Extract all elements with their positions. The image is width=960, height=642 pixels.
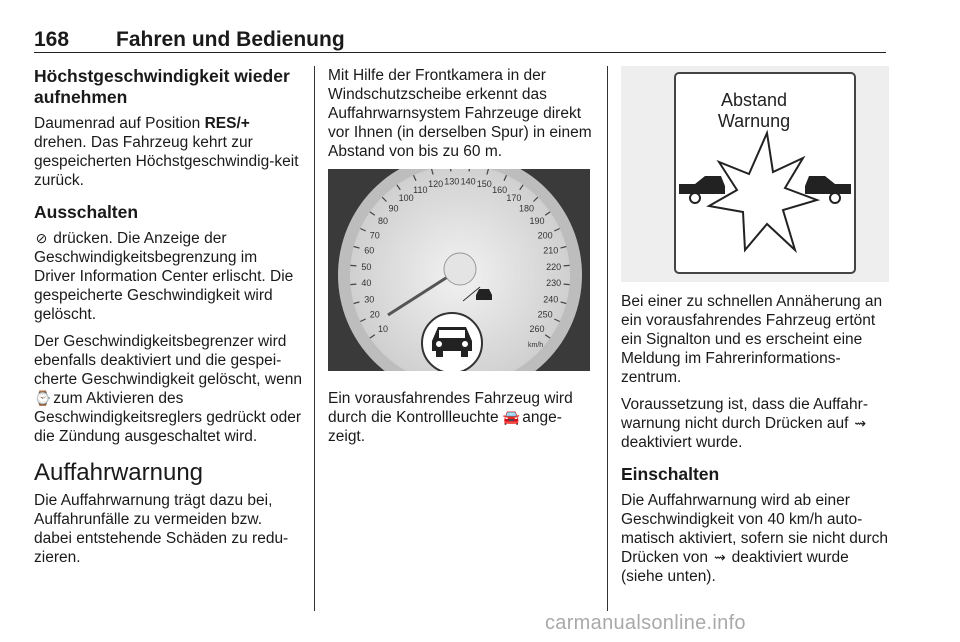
paragraph-intro: Die Auffahrwarnung trägt dazu bei, Auffahrunfälle zu vermeiden bzw. dabei entstehende Schäden zu redu-zieren. [34, 492, 289, 566]
gauge-tick-label: 50 [361, 261, 372, 272]
heading-on: Einschalten [621, 464, 720, 484]
speed-limiter-icon: ⊘ [35, 230, 48, 246]
gauge-tick-label: 70 [369, 230, 380, 241]
gauge-tick-label: 120 [428, 179, 444, 190]
gauge-tick-label: 40 [361, 278, 372, 289]
sign-line-2: Warnung [717, 111, 791, 131]
page-header [34, 26, 886, 53]
page-title: Fahren und Bedienung [116, 28, 345, 51]
gauge-tick-mark [350, 265, 356, 266]
heading-off: Ausschalten [34, 202, 139, 222]
gauge-tick-label: 100 [398, 193, 414, 203]
gauge-tick-label: 220 [546, 261, 562, 272]
gauge-unit: km/h [528, 342, 544, 349]
heading-resume: Höchstgeschwindigkeit wieder aufnehmen [34, 66, 290, 107]
vehicle-ahead-icon: 🚘 [502, 409, 521, 425]
sign-line-1: Abstand [720, 90, 788, 110]
text: Ein vorausfahrendes Fahrzeug wird durch die Kontrollleuchte [328, 390, 573, 426]
column-3-text [621, 292, 889, 594]
paragraph-limiter [34, 332, 302, 446]
text: Der Geschwindigkeitsbegrenzer wird ebenfalls deaktiviert und die gespei-cherte Geschwindigkeit gelöscht, wenn [34, 333, 302, 388]
gauge-tick-label: 200 [537, 230, 553, 241]
gauge-tick-mark [350, 284, 356, 285]
gauge-tick-label: 130 [444, 176, 460, 187]
paragraph-camera: Mit Hilfe der Frontkamera in der Windschutzscheibe erkennt das Auffahrwarnsystem Fahrzeuge direkt vor Ihnen (in derselben Spur) in einem Abstand von bis zu 60 m. [328, 67, 592, 160]
gauge-tick-label: 30 [364, 294, 375, 305]
gauge-tick-label: 190 [529, 216, 545, 227]
column-2 [328, 66, 594, 454]
page-number: 168 [34, 28, 70, 51]
gauge-tick-label: 260 [529, 323, 545, 334]
gauge-tick-label: 210 [543, 245, 559, 256]
gauge-tick-label: 180 [518, 203, 535, 214]
distance-warning-figure [621, 66, 889, 282]
gauge-tick-label: 230 [546, 278, 562, 289]
text: deaktiviert wurde (siehe unten). [621, 549, 849, 585]
gauge-tick-label: 160 [492, 184, 508, 195]
gauge-tick-label: 150 [476, 179, 492, 190]
gauge-hub [444, 253, 476, 285]
column-1 [34, 66, 302, 575]
gauge-tick-mark [564, 265, 570, 266]
gauge-tick-label: 170 [506, 193, 522, 203]
heading-main: Auffahrwarnung [34, 459, 204, 486]
car-ahead-icon-small [476, 289, 492, 300]
gauge-tick-label: 10 [377, 323, 389, 334]
column-divider-2 [607, 66, 608, 611]
gauge-tick-mark [564, 284, 570, 285]
gauge-tick-label: 250 [537, 309, 553, 320]
gauge-tick-label: 110 [413, 184, 428, 195]
gauge-tick-label: 90 [388, 203, 399, 214]
paragraph-indicator [328, 389, 594, 446]
text: Die Auffahrwarnung wird ab einer Geschwindigkeit von 40 km/h auto-matisch aktiviert, sofern sie nicht durch Drücken von [621, 492, 889, 566]
text: deaktiviert wurde. [621, 434, 743, 451]
text: zum Aktivieren des Geschwindigkeitsreglers gedrückt oder die Zündung ausgeschaltet wird. [34, 390, 302, 445]
watermark: carmanualsonline.info [545, 612, 746, 634]
gauge-tick-label: 60 [364, 245, 375, 256]
paragraph-condition [621, 395, 889, 452]
gauge-tick-label: 140 [460, 176, 476, 187]
column-divider-1 [314, 66, 315, 611]
text: ange-zeigt. [328, 409, 562, 445]
gauge-tick-label: 80 [377, 216, 389, 227]
gauge-tick-mark [469, 169, 470, 171]
paragraph-warning: Bei einer zu schnellen Annäherung an ein vorausfahrendes Fahrzeug ertönt ein Signalton und es erscheint eine Meldung im Fahrerinformations-zentrum. [621, 293, 883, 386]
res-label: RES/+ [204, 115, 250, 132]
car-left-wheel [690, 193, 700, 203]
text: drehen. Das Fahrzeug kehrt zur gespeicherten Höchstgeschwindig-keit zurück. [34, 134, 299, 189]
speedometer-figure [328, 169, 590, 371]
paragraph-off [34, 229, 302, 324]
gauge-tick-label: 240 [543, 294, 559, 305]
paragraph-on [621, 491, 889, 586]
text: Voraussetzung ist, dass die Auffahr-warnung nicht durch Drücken auf [621, 396, 869, 432]
gauge-tick-label: 20 [369, 309, 380, 320]
fcw-button-icon: ⇝ [713, 549, 726, 565]
car-right-wheel [830, 193, 840, 203]
cruise-control-icon: ⌚ [34, 390, 52, 406]
text: drücken. Die Anzeige der Geschwindigkeitsbegrenzung im Driver Information Center erlischt. Die gespeicherte Geschwindigkeit wird gelöscht. [34, 230, 294, 323]
gauge-tick-mark [450, 169, 451, 171]
paragraph-resume [34, 114, 302, 190]
text: Daumenrad auf Position [34, 115, 205, 132]
fcw-button-icon: ⇝ [854, 415, 867, 431]
